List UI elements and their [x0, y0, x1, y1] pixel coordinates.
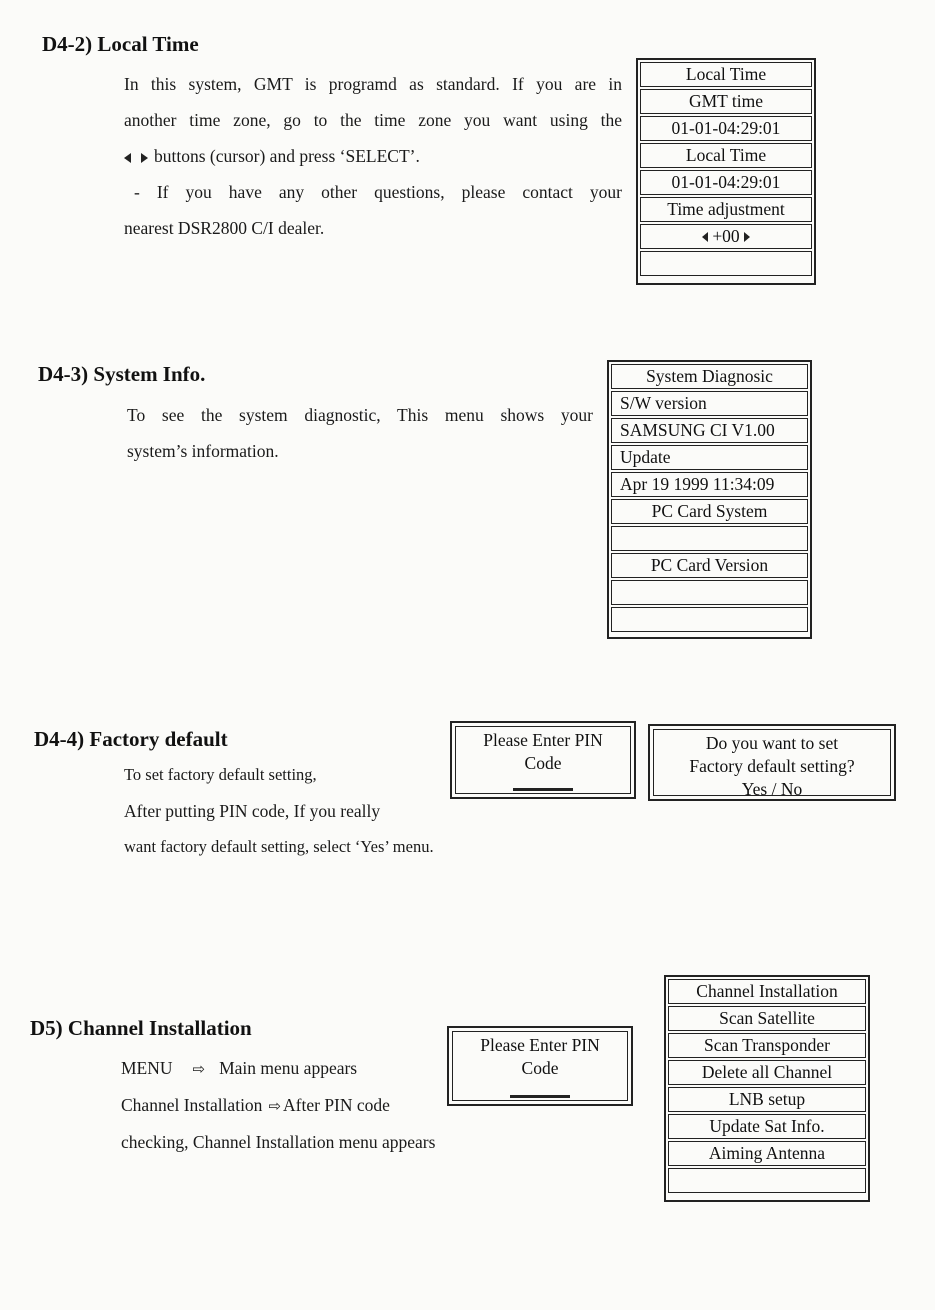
local-time-line-4: - If you have any other questions, please contact your — [134, 182, 622, 202]
menu-empty-row — [640, 251, 812, 277]
factory-default-line-2: After putting PIN code, If you really — [124, 801, 381, 821]
factory-pin-dialog — [450, 721, 636, 799]
menu-title-local-time: Local Time — [640, 62, 812, 88]
system-info-description — [127, 397, 593, 469]
factory-default-line-3: want factory default setting, select ‘Yes’ menu. — [124, 837, 434, 856]
system-info-line-1: To see the system diagnostic, This menu shows your — [127, 405, 593, 425]
left-arrow-icon[interactable] — [702, 232, 708, 242]
menu-item-gmt-time[interactable]: GMT time — [640, 89, 812, 115]
menu-item-update[interactable]: Update — [611, 445, 808, 471]
menu-item-scan-satellite[interactable]: Scan Satellite — [668, 1006, 866, 1032]
system-info-line-2: system’s information. — [127, 441, 279, 461]
menu-item-pc-card-version[interactable]: PC Card Version — [611, 553, 808, 579]
pin-prompt-line-1: Please Enter PIN — [480, 1035, 600, 1055]
right-arrow-icon — [141, 153, 148, 163]
menu-value-gmt-time: 01-01-04:29:01 — [640, 116, 812, 142]
menu-item-delete-all-channel[interactable]: Delete all Channel — [668, 1060, 866, 1086]
channel-installation-line-3: checking, Channel Installation menu appears — [121, 1132, 436, 1152]
menu-item-scan-transponder[interactable]: Scan Transponder — [668, 1033, 866, 1059]
pin-entry-field[interactable] — [513, 788, 573, 791]
local-time-description — [124, 66, 622, 246]
local-time-menu — [636, 58, 816, 285]
local-time-heading: D4-2) Local Time — [42, 32, 199, 56]
arrow-right-icon: ⇨ — [268, 1097, 282, 1115]
local-time-line-1: In this system, GMT is programd as standard. If you are in — [124, 74, 622, 94]
left-arrow-icon — [124, 153, 131, 163]
after-pin-code-text: After PIN code — [283, 1095, 390, 1115]
menu-empty-row — [611, 607, 808, 633]
menu-item-lnb-setup[interactable]: LNB setup — [668, 1087, 866, 1113]
menu-item-time-adjustment[interactable]: Time adjustment — [640, 197, 812, 223]
time-adjustment-selector[interactable] — [640, 224, 812, 250]
yes-no-options[interactable]: Yes / No — [741, 779, 803, 799]
local-time-line-3: buttons (cursor) and press ‘SELECT’. — [124, 138, 622, 174]
confirm-prompt-line-1: Do you want to set — [705, 733, 839, 753]
arrow-right-icon: ⇨ — [192, 1060, 206, 1078]
channel-installation-line-2 — [121, 1087, 501, 1124]
menu-value-update: Apr 19 1999 11:34:09 — [611, 472, 808, 498]
channel-installation-line-1 — [121, 1050, 501, 1087]
pin-prompt-line-1: Please Enter PIN — [483, 730, 603, 750]
menu-title-channel-installation: Channel Installation — [668, 979, 866, 1005]
menu-value-pc-card-version — [611, 580, 808, 606]
menu-title-system-diagnostic: System Diagnosic — [611, 364, 808, 390]
channel-pin-dialog-body — [452, 1031, 628, 1101]
menu-item-pc-card-system[interactable]: PC Card System — [611, 499, 808, 525]
confirm-prompt-line-2: Factory default setting? — [689, 756, 855, 776]
time-adjustment-value: +00 — [712, 225, 740, 246]
system-info-heading: D4-3) System Info. — [38, 362, 206, 386]
factory-pin-dialog-body — [455, 726, 631, 794]
menu-value-sw-version: SAMSUNG CI V1.00 — [611, 418, 808, 444]
menu-item-update-sat-info[interactable]: Update Sat Info. — [668, 1114, 866, 1140]
pin-prompt-line-2: Code — [524, 753, 562, 773]
channel-installation-description — [121, 1050, 501, 1160]
right-arrow-icon[interactable] — [744, 232, 750, 242]
menu-key-label: MENU — [121, 1058, 173, 1078]
factory-default-line-1: To set factory default setting, — [124, 765, 317, 784]
local-time-line-5: nearest DSR2800 C/I dealer. — [124, 218, 325, 238]
channel-installation-menu — [664, 975, 870, 1202]
menu-item-sw-version[interactable]: S/W version — [611, 391, 808, 417]
pin-prompt-line-2: Code — [521, 1058, 559, 1078]
main-menu-appears-text: Main menu appears — [219, 1058, 358, 1078]
local-time-line-2: another time zone, go to the time zone you want using the — [124, 110, 622, 130]
menu-item-local-time[interactable]: Local Time — [640, 143, 812, 169]
menu-empty-row — [668, 1168, 866, 1194]
system-diagnostic-menu — [607, 360, 812, 639]
factory-default-heading: D4-4) Factory default — [34, 727, 228, 751]
menu-value-pc-card-system — [611, 526, 808, 552]
menu-value-local-time: 01-01-04:29:01 — [640, 170, 812, 196]
factory-confirm-dialog — [648, 724, 896, 801]
channel-installation-label: Channel Installation — [121, 1095, 263, 1115]
channel-pin-dialog — [447, 1026, 633, 1106]
pin-entry-field[interactable] — [510, 1095, 570, 1098]
factory-confirm-dialog-body — [653, 729, 891, 799]
menu-item-aiming-antenna[interactable]: Aiming Antenna — [668, 1141, 866, 1167]
channel-installation-heading: D5) Channel Installation — [30, 1016, 252, 1040]
